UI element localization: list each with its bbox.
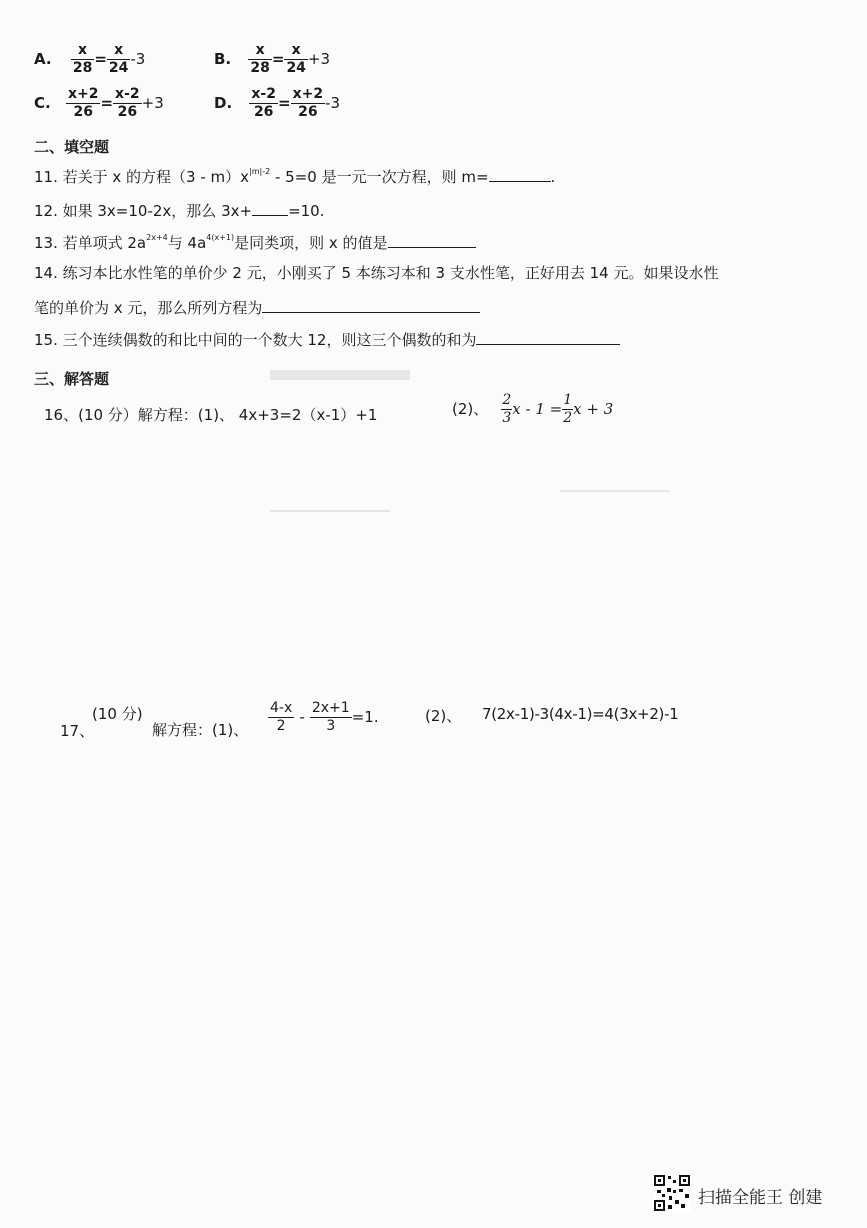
option-b: B. $\frac{x}{28}$ = $\frac{x}{24}$ +3 bbox=[214, 42, 331, 76]
option-a-fraction-2: $\frac{x}{24}$ bbox=[108, 42, 129, 76]
section-heading-fill: 二、填空题 bbox=[34, 138, 110, 156]
q16-fraction-1: $\frac{2}{3}$ bbox=[502, 392, 512, 426]
option-d-fraction-1: $\frac{x-2}{26}$ bbox=[251, 86, 276, 120]
option-a-letter: A. bbox=[34, 50, 52, 68]
answer-blank-12[interactable] bbox=[252, 213, 288, 216]
question-17-part-2-label: (2)、 bbox=[425, 707, 462, 725]
option-c: C. $\frac{x+2}{26}$ = $\frac{x-2}{26}$ +3 bbox=[34, 86, 164, 120]
question-13: 13. 若单项式 $2a^{2x+4}$与 $4a^{4(x+1)}$是同类项，则 x 的值是 bbox=[34, 232, 476, 253]
q16-fraction-2: $\frac{1}{2}$ bbox=[563, 392, 573, 426]
option-a-fraction-1: $\frac{x}{28}$ bbox=[72, 42, 93, 76]
option-c-fraction-2: $\frac{x-2}{26}$ bbox=[115, 86, 140, 120]
question-15: 15. 三个连续偶数的和比中间的一个数大 12，则这三个偶数的和为 bbox=[34, 329, 620, 350]
question-12: 12. 如果 3x=10-2x，那么 3x+ =10. bbox=[34, 202, 325, 220]
bleed-through-mark bbox=[560, 490, 670, 492]
option-d-letter: D. bbox=[214, 94, 233, 112]
question-11: 11. 若关于 x 的方程$(3 - m)x^{|m|-2} - 5=0$ 是一元一次方程，则 m= . bbox=[34, 167, 556, 186]
answer-blank-15[interactable] bbox=[476, 342, 620, 345]
question-17-score: (10 分) bbox=[92, 705, 143, 723]
question-14-line-1: 14. 练习本比水性笔的单价少 2 元，小刚买了 5 本练习本和 3 支水性笔，正好用去 14 元。如果设水性 bbox=[34, 264, 719, 282]
question-16-part-1: 16、(10 分）解方程：(1)、 4x+3=2（x-1）+1 bbox=[44, 406, 378, 424]
option-b-fraction-1: $\frac{x}{28}$ bbox=[250, 42, 270, 76]
question-14-line-2: 笔的单价为 x 元，那么所列方程为 bbox=[34, 297, 480, 318]
option-b-fraction-2: $\frac{x}{24}$ bbox=[286, 42, 306, 76]
question-17-part-2-equation: 7(2x-1)-3(4x-1)=4(3x+2)-1 bbox=[482, 705, 679, 723]
answer-blank-14[interactable] bbox=[262, 310, 480, 313]
option-d: D. $\frac{x-2}{26}$ = $\frac{x+2}{26}$ -3 bbox=[214, 86, 341, 120]
question-16-part-2: (2)、 $\frac{2}{3}x - 1$ = $\frac{1}{2}x + 3$ bbox=[452, 392, 614, 426]
bleed-through-mark bbox=[270, 510, 390, 512]
scanner-watermark-text: 扫描全能王 创建 bbox=[698, 1188, 823, 1208]
q17-fraction-2: $\frac{2x+1}{3}$ bbox=[311, 700, 350, 734]
answer-blank-11[interactable] bbox=[489, 179, 551, 182]
option-c-letter: C. bbox=[34, 94, 51, 112]
question-17-instruction: 解方程：(1)、 bbox=[152, 721, 249, 739]
option-c-fraction-1: $\frac{x+2}{26}$ bbox=[67, 86, 99, 120]
bleed-through-mark bbox=[270, 370, 410, 380]
q17-fraction-1: $\frac{4-x}{2}$ bbox=[270, 700, 293, 734]
option-d-fraction-2: $\frac{x+2}{26}$ bbox=[292, 86, 324, 120]
question-17-part-1-equation: $\frac{4-x}{2}$ - $\frac{2x+1}{3}$ =1. bbox=[270, 700, 379, 734]
option-a: A. $\frac{x}{28}$ = $\frac{x}{24}$ -3 bbox=[34, 42, 146, 76]
question-17-number: 17、 bbox=[60, 722, 95, 740]
answer-blank-13[interactable] bbox=[388, 245, 476, 248]
option-b-letter: B. bbox=[214, 50, 232, 68]
qr-code-icon bbox=[653, 1174, 691, 1212]
section-heading-answer: 三、解答题 bbox=[34, 370, 110, 388]
